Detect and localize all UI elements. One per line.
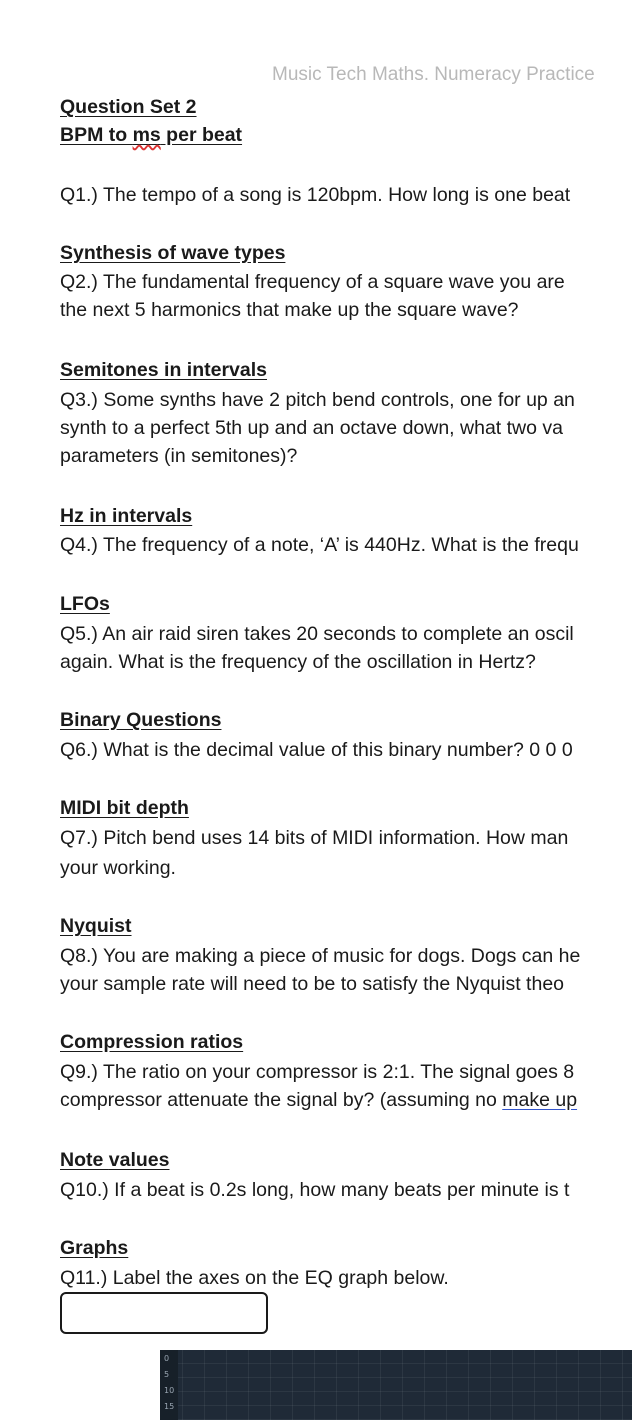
section-heading-synthesis: Synthesis of wave types bbox=[60, 242, 286, 264]
section-heading-bpm: BPM to ms per beat bbox=[60, 124, 243, 146]
question-6-text: Q6.) What is the decimal value of this binary number? 0 0 0 bbox=[60, 739, 573, 761]
section-heading-nyquist: Nyquist bbox=[60, 915, 132, 937]
question-7-line-2: your working. bbox=[60, 857, 176, 879]
section-heading-graphs: Graphs bbox=[60, 1237, 129, 1259]
question-8-line-2: your sample rate will need to be to satisfy the Nyquist theo bbox=[60, 973, 565, 995]
question-10-text: Q10.) If a beat is 0.2s long, how many beats per minute is t bbox=[60, 1179, 570, 1201]
document-header: Music Tech Maths. Numeracy Practice bbox=[272, 64, 595, 85]
section-heading-hz: Hz in intervals bbox=[60, 505, 193, 527]
eq-tick: 10 bbox=[164, 1386, 175, 1395]
axis-label-answer-box[interactable] bbox=[60, 1292, 268, 1334]
eq-graph bbox=[160, 1350, 632, 1420]
question-9-line-1: Q9.) The ratio on your compressor is 2:1. The signal goes 8 bbox=[60, 1061, 575, 1083]
question-5-line-1: Q5.) An air raid siren takes 20 seconds to complete an oscil bbox=[60, 623, 574, 645]
question-11-text: Q11.) Label the axes on the EQ graph below. bbox=[60, 1267, 449, 1289]
question-3-line-2: synth to a perfect 5th up and an octave down, what two va bbox=[60, 417, 563, 439]
question-2-line-2: the next 5 harmonics that make up the square wave? bbox=[60, 299, 519, 321]
eq-scale-column bbox=[160, 1350, 178, 1420]
section-heading-midi: MIDI bit depth bbox=[60, 797, 189, 819]
question-8-line-1: Q8.) You are making a piece of music for dogs. Dogs can he bbox=[60, 945, 581, 967]
question-2-line-1: Q2.) The fundamental frequency of a square wave you are bbox=[60, 271, 565, 293]
eq-tick: 0 bbox=[164, 1354, 170, 1363]
section-heading-semitones: Semitones in intervals bbox=[60, 359, 267, 381]
question-3-line-3: parameters (in semitones)? bbox=[60, 445, 298, 467]
question-3-line-1: Q3.) Some synths have 2 pitch bend controls, one for up an bbox=[60, 389, 575, 411]
question-7-line-1: Q7.) Pitch bend uses 14 bits of MIDI information. How man bbox=[60, 827, 569, 849]
eq-tick: 15 bbox=[164, 1402, 175, 1411]
question-9-line-2: compressor attenuate the signal by? (assuming no make up bbox=[60, 1089, 578, 1111]
section-heading-lfos: LFOs bbox=[60, 593, 110, 615]
eq-tick: 5 bbox=[164, 1370, 170, 1379]
question-5-line-2: again. What is the frequency of the oscillation in Hertz? bbox=[60, 651, 536, 673]
section-heading-note-values: Note values bbox=[60, 1149, 170, 1171]
question-4-text: Q4.) The frequency of a note, ‘A’ is 440Hz. What is the frequ bbox=[60, 534, 579, 556]
section-heading-binary: Binary Questions bbox=[60, 709, 222, 731]
section-heading-compression: Compression ratios bbox=[60, 1031, 244, 1053]
question-set-title: Question Set 2 bbox=[60, 96, 197, 118]
question-1-text: Q1.) The tempo of a song is 120bpm. How long is one beat bbox=[60, 184, 571, 206]
